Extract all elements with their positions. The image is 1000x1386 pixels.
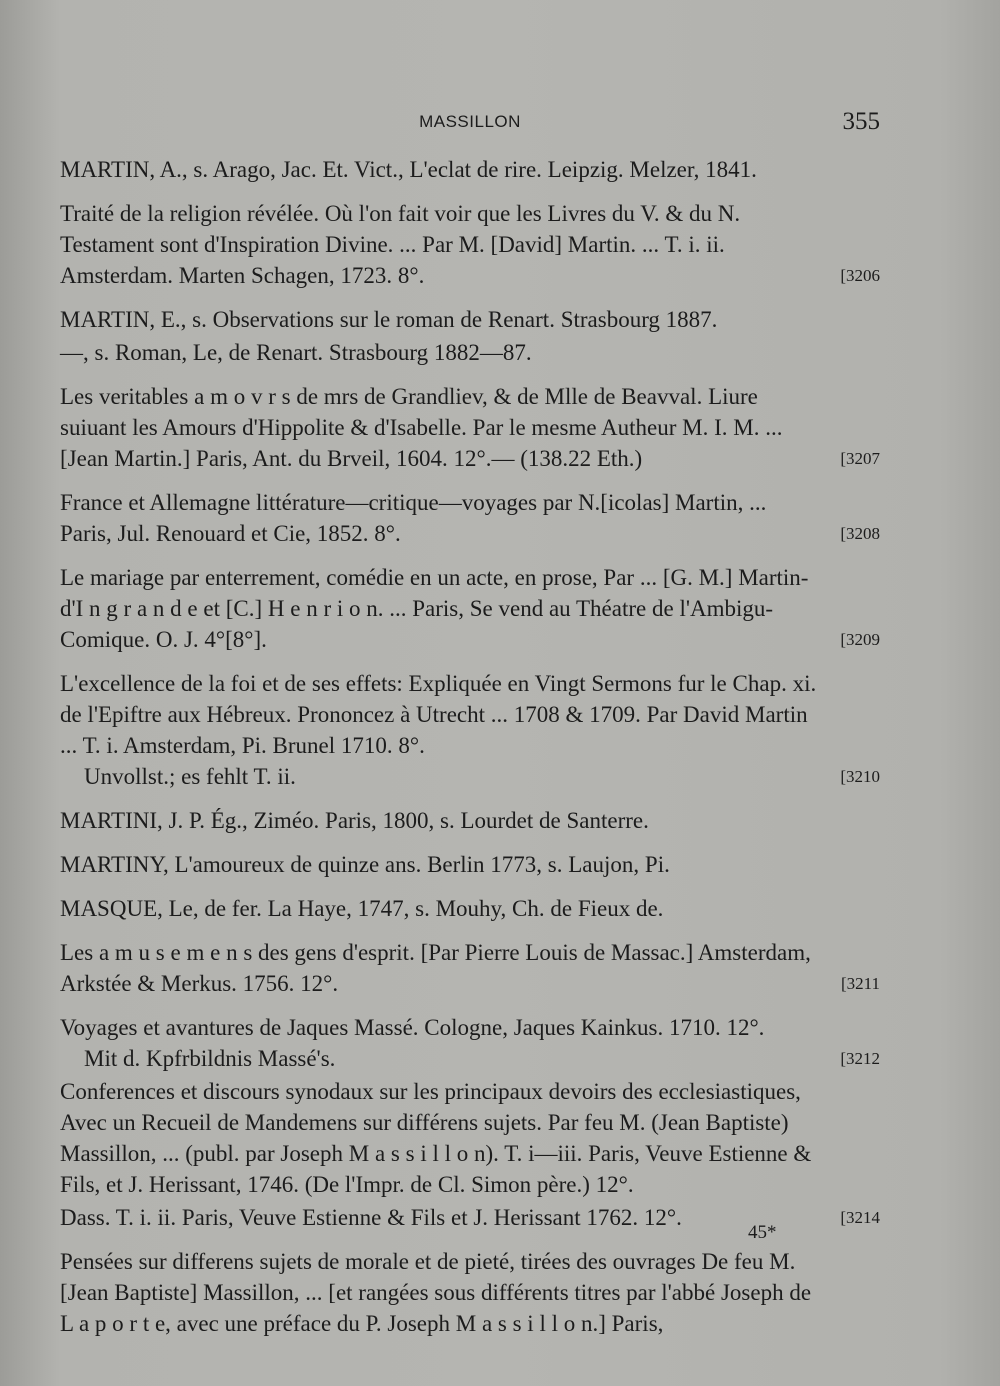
entry-number: [3210 <box>840 767 880 786</box>
entry-number: [3207 <box>840 449 880 468</box>
entry-text: MARTINI, J. P. Ég., Ziméo. Paris, 1800, s. Lourdet de Santerre. <box>60 808 649 833</box>
bibliography-entry <box>60 304 880 335</box>
bibliography-entry <box>60 154 880 185</box>
entry-number: [3211 <box>840 974 880 993</box>
entry-text: —, s. Roman, Le, de Renart. Strasbourg 1882—87. <box>60 340 532 365</box>
bibliography-entry <box>60 1246 880 1339</box>
entry-number: [3212 <box>840 1049 880 1068</box>
entry-note: Mit d. Kpfrbildnis Massé's. <box>84 1046 336 1071</box>
bibliography-entry <box>60 1076 880 1200</box>
entry-text: MARTIN, A., s. Arago, Jac. Et. Vict., L'eclat de rire. Leipzig. Melzer, 1841. <box>60 157 757 182</box>
entry-note: Unvollst.; es fehlt T. ii. <box>84 764 296 789</box>
bibliography-entry <box>60 198 880 291</box>
entry-number: [3208 <box>840 524 880 543</box>
page-header <box>60 108 880 142</box>
entry-text: Traité de la religion révélée. Où l'on fait voir que les Livres du V. & du N. Testament sont d'Inspiration Divine. ... Par M. [David] Martin. ... T. i. ii. Amsterdam. Marten Schagen, 1723. 8°. <box>60 201 741 288</box>
bibliography-entry <box>60 562 880 655</box>
bibliography-entry <box>60 381 880 474</box>
entry-text: Dass. T. i. ii. Paris, Veuve Estienne & Fils et J. Herissant 1762. 12°. <box>60 1205 682 1230</box>
bibliography-entry <box>60 849 880 880</box>
entry-number: [3209 <box>840 630 880 649</box>
entry-text: MASQUE, Le, de fer. La Haye, 1747, s. Mouhy, Ch. de Fieux de. <box>60 896 664 921</box>
entry-text: L'excellence de la foi et de ses effets: Expliquée en Vingt Sermons fur le Chap. xi. de l'Epiftre aux Hébreux. Prononcez à Utrecht ... 1708 & 1709. Par David Martin ... T. i. Amsterdam, Pi. Brunel 1710. 8°. <box>60 671 817 758</box>
entry-text: Voyages et avantures de Jaques Massé. Cologne, Jaques Kainkus. 1710. 12°. <box>60 1015 765 1040</box>
entry-text: Le mariage par enterrement, comédie en un acte, en prose, Par ... [G. M.] Martin-d'I n g r a n d e et [C.] H e n r i o n. ... Paris, Se vend au Théatre de l'Ambigu-Comique. O. J. 4°[8°]. <box>60 565 809 652</box>
entry-number: [3214 <box>840 1208 880 1227</box>
entry-text: France et Allemagne littérature—critique—voyages par N.[icolas] Martin, ... Paris, Jul. Renouard et Cie, 1852. 8°. <box>60 490 767 546</box>
bibliography-entry <box>60 668 880 792</box>
running-head: MASSILLON <box>419 112 521 131</box>
entry-text: Pensées sur differens sujets de morale et de pieté, tirées des ouvrages De feu M. [Jean Baptiste] Massillon, ... [et rangées sous différents titres par l'abbé Joseph de L a p o r t e, avec une préface du P. Joseph M a s s i l l o n.] Paris, <box>60 1249 812 1336</box>
entry-text: MARTINY, L'amoureux de quinze ans. Berlin 1773, s. Laujon, Pi. <box>60 852 670 877</box>
entry-text: MARTIN, E., s. Observations sur le roman de Renart. Strasbourg 1887. <box>60 307 718 332</box>
signature-mark: 45* <box>748 1222 777 1243</box>
entry-text: Conferences et discours synodaux sur les principaux devoirs des ecclesiastiques, Avec un Recueil de Mandemens sur différens sujets. Par feu M. (Jean Baptiste) Massillon, ... (publ. par Joseph M a s s i l l o n). T. i—iii. Paris, Veuve Estienne & Fils, et J. Herissant, 1746. (De l'Impr. de Cl. Simon père.) 12°. <box>60 1079 812 1197</box>
bibliography-entry <box>60 805 880 836</box>
bibliography-entry <box>60 1012 880 1074</box>
bibliography-entry <box>60 937 880 999</box>
entry-text: Les veritables a m o v r s de mrs de Grandliev, & de Mlle de Beavval. Liure suiuant les Amours d'Hippolite & d'Isabelle. Par le mesme Autheur M. I. M. ... [Jean Martin.] Paris, Ant. du Brveil, 1604. 12°.— (138.22 Eth.) <box>60 384 783 471</box>
entry-text: Les a m u s e m e n s des gens d'esprit. [Par Pierre Louis de Massac.] Amsterdam, Arkstée & Merkus. 1756. 12°. <box>60 940 811 996</box>
entry-number: [3206 <box>840 266 880 285</box>
bibliography-entry <box>60 893 880 924</box>
page-number: 355 <box>842 108 880 135</box>
bibliography-entry <box>60 487 880 549</box>
bibliography-entry <box>60 337 880 368</box>
bibliography-entries <box>60 154 880 1352</box>
